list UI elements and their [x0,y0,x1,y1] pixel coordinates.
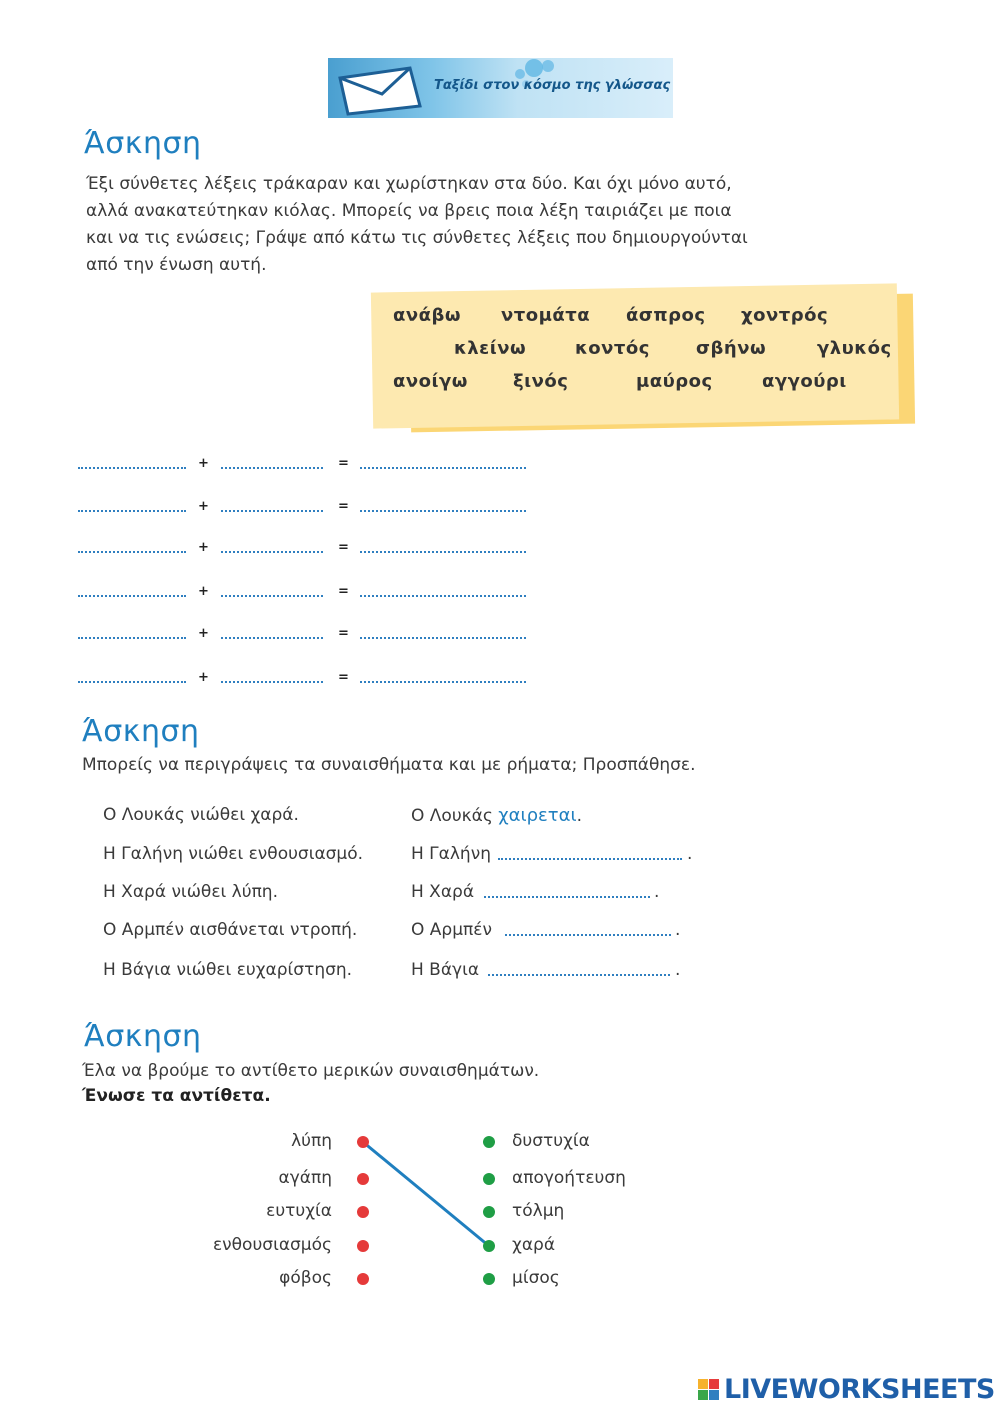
exercise-3-instruction: Ένωσε τα αντίθετα. [82,1086,271,1106]
right-emotion: απογοήτευση [512,1168,626,1188]
word-card[interactable]: ξινός [513,371,569,392]
right-emotion: τόλμη [512,1201,565,1221]
left-emotion: λύπη [291,1131,332,1151]
word-card[interactable]: σβήνω [696,338,767,359]
verb-sentence-subject: Ο Λουκάς [411,806,493,826]
left-emotion: φόβος [279,1268,332,1288]
feeling-sentence: Η Χαρά νιώθει λύπη. [103,882,278,902]
verb-answer-input[interactable]: χαιρεται [498,805,577,826]
plus-sign: + [198,540,209,555]
equals-sign: = [338,499,349,514]
right-match-dot[interactable] [483,1173,495,1185]
word-card[interactable]: ντομάτα [501,305,591,326]
right-emotion: μίσος [512,1268,560,1288]
verb-sentence-subject: Η Γαλήνη [411,844,491,864]
plus-sign: + [198,499,209,514]
equals-sign: = [338,584,349,599]
left-emotion: αγάπη [278,1168,332,1188]
left-match-dot[interactable] [357,1273,369,1285]
instruction-line: αλλά ανακατεύτηκαν κιόλας. Μπορείς να βρεις ποια λέξη ταιριάζει με ποια [86,201,732,221]
word-card[interactable]: κλείνω [454,338,527,359]
right-match-dot[interactable] [483,1136,495,1148]
feeling-sentence: Η Βάγια νιώθει ευχαρίστηση. [103,960,353,980]
liveworksheets-logo-icon [698,1379,720,1401]
plus-sign: + [198,670,209,685]
right-match-dot[interactable] [483,1206,495,1218]
exercise-3-heading: Άσκηση [84,1019,202,1054]
word-card[interactable]: γλυκός [817,338,892,359]
verb-sentence-subject: Ο Αρμπέν [411,920,492,940]
plus-sign: + [198,626,209,641]
instruction-line: από την ένωση αυτή. [86,255,267,275]
plus-sign: + [198,456,209,471]
liveworksheets-brand: LIVEWORKSHEETS [724,1374,995,1405]
instruction-line: και να τις ενώσεις; Γράψε από κάτω τις σύνθετες λέξεις που δημιουργούνται [86,228,748,248]
equals-sign: = [338,670,349,685]
right-match-dot[interactable] [483,1240,495,1252]
right-emotion: χαρά [512,1235,556,1255]
left-emotion: ευτυχία [266,1201,332,1221]
exercise-1-heading: Άσκηση [84,126,202,161]
banner-title: Ταξίδι στον κόσμο της γλώσσας [434,78,671,93]
word-card[interactable]: αγγούρι [762,371,847,392]
sentence-end: . [654,882,660,902]
exercise-3-prompt: Έλα να βρούμε το αντίθετο μερικών συναισθημάτων. [82,1061,540,1081]
verb-sentence-subject: Η Βάγια [411,960,480,980]
sentence-end: . [687,844,693,864]
left-match-dot[interactable] [357,1240,369,1252]
verb-sentence-subject: Η Χαρά [411,882,475,902]
equals-sign: = [338,456,349,471]
left-match-dot[interactable] [357,1206,369,1218]
word-card[interactable]: μαύρος [636,371,713,392]
instruction-line: Έξι σύνθετες λέξεις τράκαραν και χωρίστηκαν στα δύο. Και όχι μόνο αυτό, [86,174,732,194]
word-card[interactable]: ανοίγω [393,371,468,392]
feeling-sentence: Ο Αρμπέν αισθάνεται ντροπή. [103,920,358,940]
left-emotion: ενθουσιασμός [212,1235,332,1255]
right-emotion: δυστυχία [512,1131,590,1151]
right-match-dot[interactable] [483,1273,495,1285]
exercise-2-heading: Άσκηση [82,714,200,749]
feeling-sentence: Η Γαλήνη νιώθει ενθουσιασμό. [103,844,364,864]
plus-sign: + [198,584,209,599]
word-card[interactable]: χοντρός [741,305,829,326]
sentence-end: . [576,806,582,826]
match-connection-line [363,1142,489,1246]
equals-sign: = [338,626,349,641]
word-card[interactable]: άσπρος [626,305,706,326]
left-match-dot[interactable] [357,1173,369,1185]
word-card[interactable]: ανάβω [393,305,462,326]
word-card[interactable]: κοντός [575,338,650,359]
sentence-end: . [675,960,681,980]
exercise-2-prompt: Μπορείς να περιγράψεις τα συναισθήματα και με ρήματα; Προσπάθησε. [82,755,696,775]
left-match-dot[interactable] [357,1136,369,1148]
feeling-sentence: Ο Λουκάς νιώθει χαρά. [103,805,299,825]
equals-sign: = [338,540,349,555]
sentence-end: . [675,920,681,940]
